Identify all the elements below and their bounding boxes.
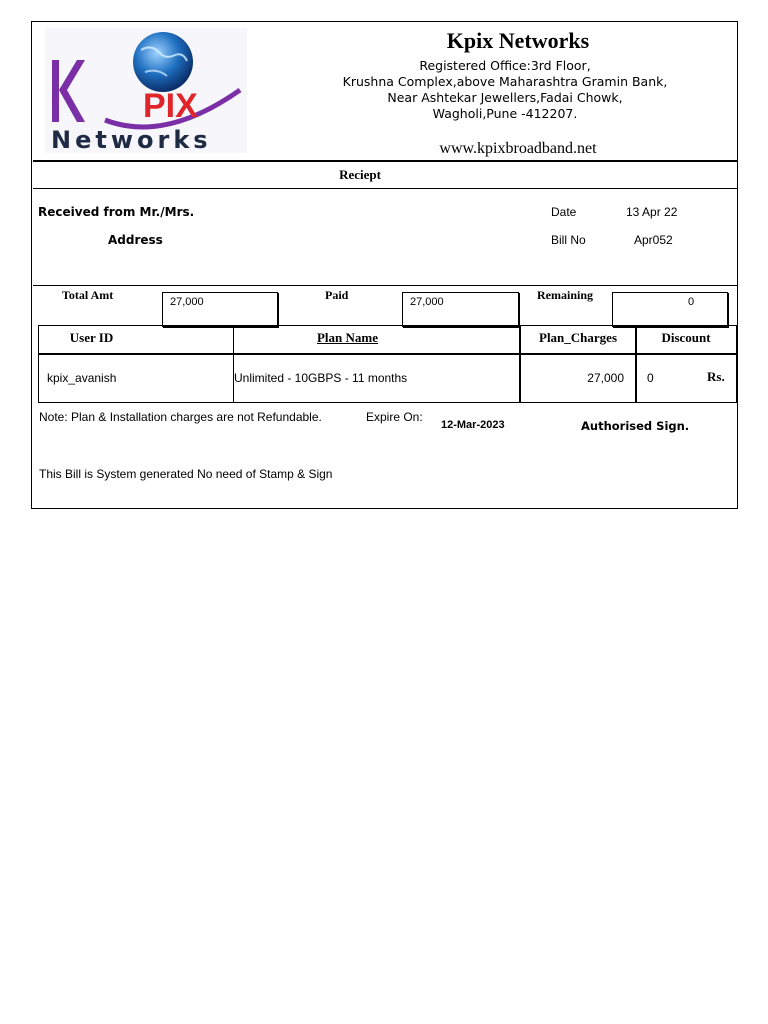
received-from-label: Received from Mr./Mrs.	[38, 205, 195, 219]
refund-note: Note: Plan & Installation charges are not Refundable.	[39, 410, 322, 424]
bill-no-value: Apr052	[634, 233, 673, 247]
bill-no-label: Bill No	[551, 233, 586, 247]
header-divider	[33, 160, 737, 162]
remaining-box	[612, 292, 728, 327]
remaining-label: Remaining	[537, 288, 594, 302]
header-plan-charges: Plan_Charges	[539, 330, 617, 345]
cell-user-id: kpix_avanish	[47, 371, 117, 385]
cell-plan-charges: 27,000	[587, 371, 624, 385]
receipt-title: Reciept	[339, 167, 381, 182]
date-value: 13 Apr 22	[626, 205, 678, 219]
address-line-1: Registered Office:3rd Floor,	[419, 58, 591, 73]
total-amt-label: Total Amt	[62, 288, 114, 302]
globe-logo-icon	[45, 28, 247, 153]
details-divider	[33, 285, 737, 286]
cell-plan-name: Unlimited - 10GBPS - 11 months	[234, 371, 408, 385]
header-discount: Discount	[661, 330, 711, 345]
company-name: Kpix Networks	[446, 28, 590, 53]
date-label: Date	[551, 205, 577, 219]
address-line-3: Near Ashtekar Jewellers,Fadai Chowk,	[387, 90, 623, 105]
paid-label: Paid	[325, 288, 349, 302]
system-generated-note: This Bill is System generated No need of Stamp & Sign	[39, 467, 333, 481]
logo-brand-text: PIX	[143, 87, 198, 125]
total-amt-value: 27,000	[170, 296, 204, 308]
expire-label: Expire On:	[366, 410, 423, 424]
logo-tagline: Networks	[51, 126, 212, 153]
paid-value: 27,000	[410, 296, 444, 308]
expire-value: 12-Mar-2023	[441, 419, 505, 431]
cell-discount: 0	[647, 371, 654, 385]
currency-label: Rs.	[707, 369, 725, 384]
authorised-sign: Authorised Sign.	[581, 419, 690, 433]
company-logo	[45, 28, 247, 153]
plan-table-header-divider	[38, 353, 737, 355]
address-line-4: Wagholi,Pune -412207.	[432, 106, 578, 121]
remaining-value: 0	[688, 296, 695, 308]
header-user-id: User ID	[69, 330, 114, 345]
address-label: Address	[108, 233, 163, 247]
address-line-2: Krushna Complex,above Maharashtra Gramin Bank,	[342, 74, 668, 89]
website-link[interactable]: www.kpixbroadband.net	[439, 140, 597, 157]
title-divider	[33, 188, 737, 189]
header-plan-name: Plan Name	[316, 330, 379, 345]
